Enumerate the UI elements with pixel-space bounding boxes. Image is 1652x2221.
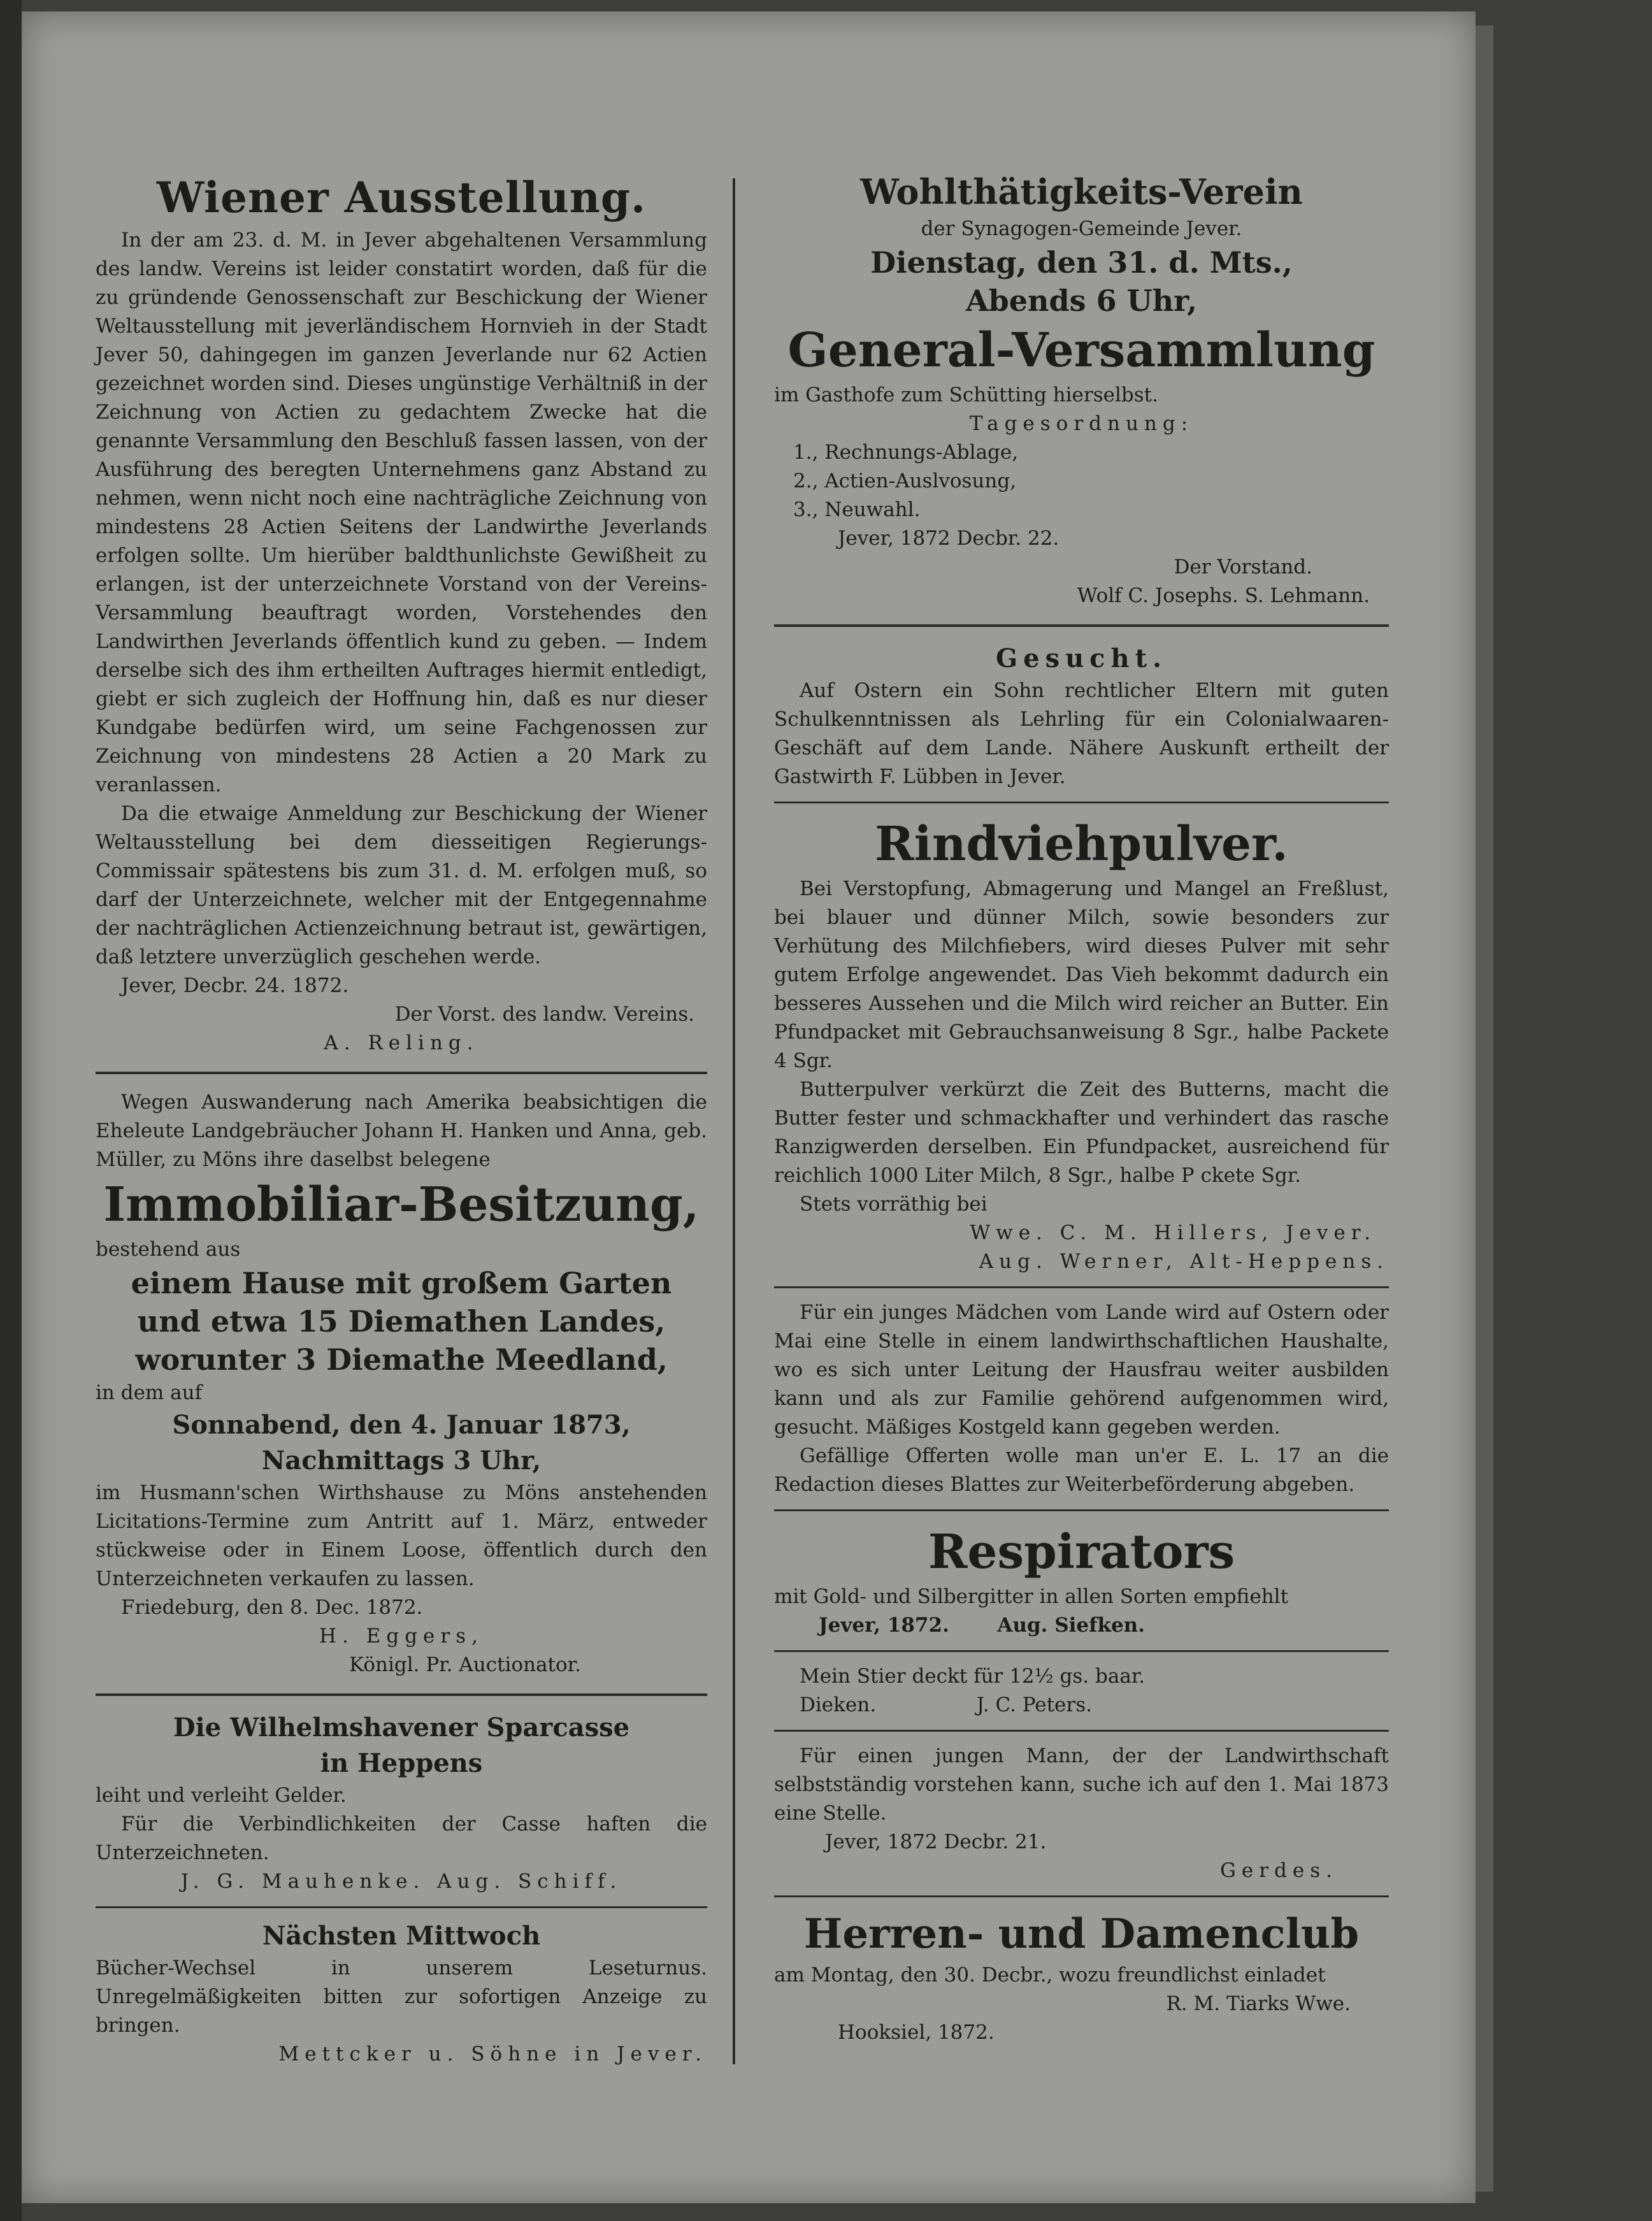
agenda-item: 1., Rechnungs-Ablage, bbox=[793, 441, 1019, 464]
binding-edge bbox=[0, 0, 22, 2221]
ad-body: Für einen jungen Mann, der der Landwirthschaft selbstständig vorstehen kann, suche ich auf den 1. Mai 1873 eine Stelle. bbox=[774, 1744, 1389, 1825]
ad-sparcasse bbox=[96, 1710, 707, 1896]
ad-separator bbox=[96, 1072, 707, 1074]
ad-signature: Königl. Pr. Auctionator. bbox=[349, 1653, 581, 1676]
ad-text: bestehend aus bbox=[96, 1238, 241, 1261]
ad-place: Friedeburg, den 8. Dec. 1872. bbox=[121, 1596, 423, 1619]
ad-maedchen bbox=[774, 1298, 1389, 1499]
ad-mittwoch bbox=[96, 1918, 707, 2069]
ad-wiener-ausstellung bbox=[96, 169, 707, 1058]
ad-signature: Dieken. J. C. Peters. bbox=[800, 1693, 1092, 1716]
ad-body: Da die etwaige Anmeldung zur Beschickung der Wiener Weltausstellung bei dem diesseitigen Regierungs-Commissair spätestens bis zum 31. d. M. erfolgen muß, so darf der Unterzeichnete, welcher mit der Entgegennahme der nachträglichen Actienzeichnung betraut ist, gewärtigen, daß letztere unverzüglich geschehen werde. bbox=[96, 802, 707, 968]
ad-body: Für die Verbindlichkeiten der Casse haften die Unterzeichneten. bbox=[96, 1813, 707, 1864]
ad-headline: worunter 3 Diemathe Meedland, bbox=[135, 1342, 668, 1377]
ad-title: General-Versammlung bbox=[787, 323, 1375, 378]
ad-stelle bbox=[774, 1742, 1389, 1885]
ad-signature: Wwe. C. M. Hillers, Jever. bbox=[970, 1221, 1376, 1244]
ad-date: Jever, 1872 Decbr. 21. bbox=[825, 1830, 1047, 1853]
agenda-item: 3., Neuwahl. bbox=[793, 498, 921, 521]
ad-separator bbox=[774, 624, 1389, 627]
ad-body: Bücher-Wechsel in unserem Leseturnus. Unregelmäßigkeiten bitten zur sofortigen Anzeige zu bringen. bbox=[96, 1957, 707, 2037]
ad-stier bbox=[774, 1662, 1389, 1720]
ad-separator bbox=[774, 1730, 1389, 1732]
ad-body: mit Gold- und Silbergitter in allen Sorten empfiehlt bbox=[774, 1585, 1289, 1608]
ad-gesucht bbox=[774, 641, 1389, 791]
ad-time-line: Nachmittags 3 Uhr, bbox=[261, 1446, 542, 1476]
ad-body: Gefällige Offerten wolle man un'er E. L. 17 an die Redaction dieses Blattes zur Weiterbeförderung abgeben. bbox=[774, 1444, 1389, 1496]
ad-body: Bei Verstopfung, Abmagerung und Mangel an Freßlust, bei blauer und dünner Milch, sowie besonders zur Verhütung des Milchfiebers, wird dieses Pulver mit sehr gutem Erfolge angewendet. Das Vieh bekommt dadurch ein besseres Aussehen und die Milch wird reicher an Butter. Ein Pfundpacket mit Gebrauchsanweisung 8 Sgr., halbe Packete 4 Sgr. bbox=[774, 877, 1389, 1072]
ad-signature: Der Vorstand. bbox=[1174, 556, 1312, 579]
ad-signature: R. M. Tiarks Wwe. bbox=[1166, 1992, 1351, 2015]
ad-place: Hooksiel, 1872. bbox=[838, 2021, 995, 2044]
ad-title: Wiener Ausstellung. bbox=[157, 173, 646, 222]
ad-rindviehpulver bbox=[774, 814, 1389, 1276]
ad-signature: J. G. Mauhenke. Aug. Schiff. bbox=[180, 1870, 622, 1893]
column-divider bbox=[733, 178, 735, 2064]
ad-date: Jever, Decbr. 24. 1872. bbox=[121, 974, 349, 997]
ad-time-line: Abends 6 Uhr, bbox=[965, 284, 1198, 318]
ad-body: Butterpulver verkürzt die Zeit des Butterns, macht die Butter fester und schmackhafter und verhindert das rasche Ranzigwerden derselben. Ein Pfundpacket, ausreichend für reichlich 1000 Liter Milch, 8 Sgr., halbe P ckete Sgr. bbox=[774, 1078, 1389, 1187]
ad-title: Rindviehpulver. bbox=[875, 817, 1288, 872]
page-stack-edge bbox=[1476, 25, 1493, 2192]
ad-body: Wegen Auswanderung nach Amerika beabsichtigen die Eheleute Landgebräucher Johann H. Hanken und Anna, geb. Müller, zu Möns ihre daselbst belegene bbox=[96, 1091, 707, 1171]
ad-separator bbox=[774, 1650, 1389, 1652]
ad-immobiliar bbox=[96, 1088, 707, 1679]
left-column bbox=[96, 169, 707, 2074]
ad-headline: einem Hause mit großem Garten bbox=[131, 1266, 672, 1300]
ad-title: Respirators bbox=[928, 1525, 1235, 1579]
ad-separator bbox=[774, 1895, 1389, 1897]
agenda-heading: Tagesordnung: bbox=[969, 412, 1194, 435]
ad-body: Für ein junges Mädchen vom Lande wird auf Ostern oder Mai eine Stelle in einem landwirthschaftlichen Haushalte, wo es sich unter Leitung der Hausfrau weiter ausbilden kann und als zur Familie gehörend aufgenommen wird, gesucht. Mäßiges Kostgeld kann gegeben werden. bbox=[774, 1301, 1389, 1439]
ad-signature: H. Eggers, bbox=[319, 1625, 484, 1648]
ad-title: in Heppens bbox=[320, 1748, 483, 1778]
ad-date-line: Sonnabend, den 4. Januar 1873, bbox=[172, 1410, 631, 1440]
ad-signature: Wolf C. Josephs. S. Lehmann. bbox=[1077, 584, 1370, 607]
right-column bbox=[774, 169, 1389, 2052]
ad-body: Mein Stier deckt für 12½ gs. baar. bbox=[800, 1665, 1146, 1688]
ad-separator bbox=[96, 1693, 707, 1696]
ad-title: Herren- und Damenclub bbox=[803, 1910, 1360, 1958]
ad-signature: Aug. Werner, Alt-Heppens. bbox=[979, 1250, 1389, 1273]
ad-body: im Husmann'schen Wirthshause zu Möns anstehenden Licitations-Termine zum Antritt auf 1. März, entweder stückweise oder in Einem Loose, öffentlich durch den Unterzeichneten verkaufen zu lassen. bbox=[96, 1481, 707, 1590]
ad-signature: Der Vorst. des landw. Vereins. bbox=[394, 1003, 694, 1026]
ad-text: im Gasthofe zum Schütting hierselbst. bbox=[774, 384, 1158, 406]
ad-date: Jever, 1872 Decbr. 22. bbox=[838, 527, 1059, 550]
ad-title: Die Wilhelmshavener Sparcasse bbox=[173, 1713, 630, 1743]
ad-signature: Gerdes. bbox=[1220, 1859, 1338, 1882]
ad-separator bbox=[96, 1906, 707, 1908]
ad-signature: A. Reling. bbox=[324, 1031, 479, 1054]
ad-separator bbox=[774, 1286, 1389, 1288]
ad-text: in dem auf bbox=[96, 1381, 203, 1404]
ad-title: Nächsten Mittwoch bbox=[262, 1921, 541, 1951]
ad-title: Gesucht. bbox=[995, 643, 1168, 673]
ad-text: Stets vorräthig bei bbox=[800, 1193, 988, 1216]
ad-subtitle: der Synagogen-Gemeinde Jever. bbox=[921, 217, 1242, 240]
ad-body: am Montag, den 30. Decbr., wozu freundlichst einladet bbox=[774, 1964, 1326, 1987]
ad-damenclub bbox=[774, 1908, 1389, 2047]
ad-text: leiht und verleiht Gelder. bbox=[96, 1784, 347, 1807]
ad-title: Wohlthätigkeits-Verein bbox=[860, 171, 1303, 212]
ad-body: Auf Ostern ein Sohn rechtlicher Eltern mit guten Schulkenntnissen als Lehrling für ein Colonialwaaren-Geschäft auf dem Lande. Nähere Auskunft ertheilt der Gastwirth F. Lübben in Jever. bbox=[774, 679, 1389, 788]
ad-signature: Mettcker u. Söhne in Jever. bbox=[278, 2043, 707, 2066]
ad-wohlthaetigkeits-verein bbox=[774, 169, 1389, 610]
ad-body: In der am 23. d. M. in Jever abgehaltenen Versammlung des landw. Vereins ist leider constatirt worden, daß für die zu gründende Genossenschaft zur Beschickung der Wiener Weltausstellung mit jeverländischem Hornvieh in der Stadt Jever 50, dahingegen im ganzen Jeverlande nur 62 Actien gezeichnet worden sind. Dieses ungünstige Verhältniß in der Zeichnung von Actien zu gedachtem Zwecke hat die genannte Versammlung den Beschluß fassen lassen, von der Ausführung des beregten Unternehmens ganz Abstand zu nehmen, wenn nicht noch eine nachträgliche Zeichnung von mindestens 28 Actien Seitens der Landwirthe Jeverlands erfolgen sollte. Um hierüber baldthunlichste Gewißheit zu erlangen, ist der unterzeichnete Vorstand von der Vereins-Versammlung beauftragt worden, Vorstehendes den Landwirthen Jeverlands öffentlich kund zu geben. — Indem derselbe sich des ihm ertheilten Auftrages hiermit entledigt, giebt er sich zugleich der Hoffnung hin, daß es nur dieser Kundgabe bedürfen wird, um seine Fachgenossen zur Zeichnung von mindestens 28 Actien a 20 Mark zu veranlassen. bbox=[96, 229, 707, 796]
ad-separator bbox=[774, 1509, 1389, 1511]
ad-signature: Jever, 1872. Aug. Siefken. bbox=[819, 1614, 1146, 1637]
ad-headline: und etwa 15 Diemathen Landes, bbox=[137, 1304, 666, 1339]
ad-separator bbox=[774, 801, 1389, 803]
ad-date-line: Dienstag, den 31. d. Mts., bbox=[870, 245, 1293, 280]
agenda-item: 2., Actien-Auslvosung, bbox=[793, 470, 1017, 492]
ad-title: Immobiliar-Besitzung, bbox=[103, 1177, 700, 1232]
ad-respirators bbox=[774, 1521, 1389, 1640]
